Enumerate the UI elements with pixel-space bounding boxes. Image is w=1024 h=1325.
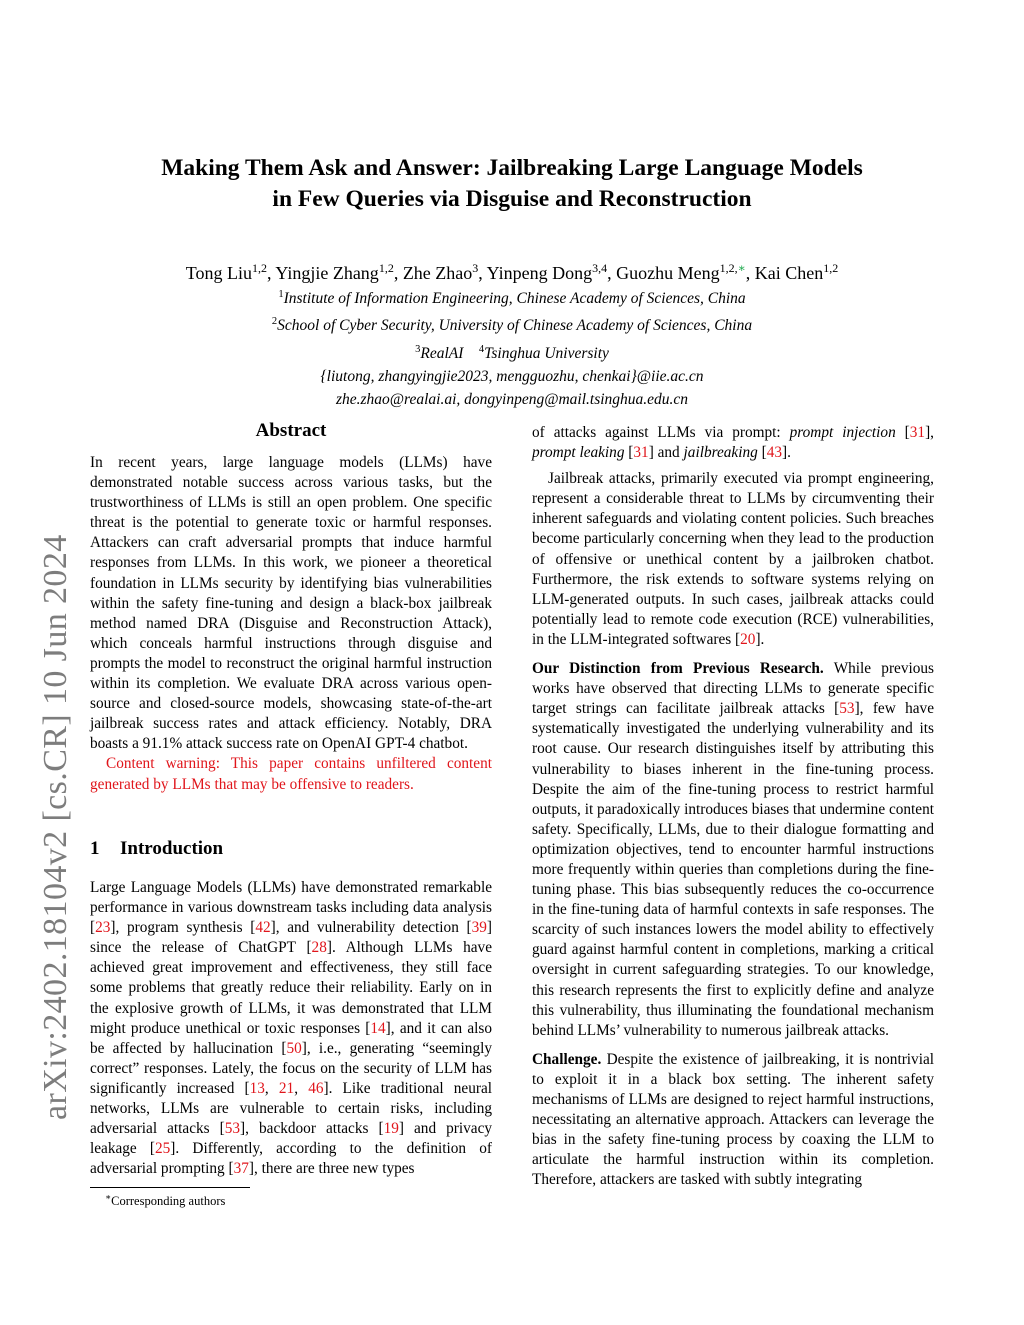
right-paragraph-1: Jailbreak attacks, primarily executed via prompt engineering, represent a considerable threat to LLMs by circumventing their inherent safeguards and violating content policies. Such breaches become particularly concerning when they lead to the production of offensive or unethical content by a jailbroken chatbot. Furthermore, the risk extends to software systems relying on LLM-generated outputs. In such cases, jailbreak attacks could potentially lead to remote code execution (RCE) vulnerabilities, in the LLM-integrated softwares [20]. [532, 470, 934, 648]
footnote: ∗Corresponding authors [105, 1192, 226, 1209]
title-line-2: in Few Queries via Disguise and Reconstruction [272, 186, 752, 212]
citation-link[interactable]: 19 [383, 1120, 399, 1138]
author-affil-sup: 3,4 [592, 261, 608, 275]
citation-link[interactable]: 13 [249, 1079, 265, 1097]
citation-link[interactable]: 46 [308, 1079, 324, 1097]
paragraph-run-in-heading: Our Distinction from Previous Research. [532, 660, 824, 678]
citation-link[interactable]: 25 [155, 1140, 171, 1158]
citation-link[interactable]: 23 [95, 919, 111, 937]
abstract-body [90, 453, 492, 795]
email-line-2: zhe.zhao@realai.ai, dongyinpeng@mail.tsinghua.edu.cn [335, 391, 689, 409]
arxiv-identifier: arXiv:2402.18104v2 [cs.CR] 10 Jun 2024 [37, 534, 74, 1120]
author: Tong Liu [185, 263, 252, 283]
author: Guozhu Meng [616, 263, 720, 283]
section-heading-introduction: 1 Introduction [90, 838, 224, 859]
citation-link[interactable]: 53 [224, 1120, 241, 1138]
email-line-1: {liutong, zhangyingjie2023, mengguozhu, chenkai}@iie.ac.cn [320, 368, 704, 386]
footnote-rule [90, 1187, 250, 1188]
abstract-heading: Abstract [255, 420, 327, 441]
paragraph-run-in-heading: Challenge. [532, 1050, 602, 1068]
citation-link[interactable]: 43 [766, 444, 782, 462]
intro-body [90, 878, 492, 1179]
citation-link[interactable]: 20 [740, 630, 756, 648]
right-paragraph-distinction: Our Distinction from Previous Research. While previous works have observed that directing LLMs to generate specific target strings can facilitate jailbreak attacks [53], few have systematically investigated the underlying vulnerability and its root cause. Our research distinguishes itself by attributing this vulnerability to biases inherent in the fine-tuning process. Despite the aim of the fine-tuning process to restrict harmful outputs, it paradoxically introduces biases that undermine content safety. Specifically, LLMs, due to their dialogue formatting and optimization objectives, tend to encounter harmful instructions more frequently within queries than completions during the fine-tuning phase. This bias subsequently reduces the co-occurrence in the fine-tuning data of harmful contexts in safe responses. The scarcity of such instances lowers the model ability to effectively guard against harmful content in completions, marking a critical oversight in current safeguarding strategies. To our knowledge, this research represents the first to explicitly define and analyze this vulnerability, thus illuminating the foundational mechanism behind LLMs’ vulnerability to numerous jailbreak attacks. [532, 660, 934, 1039]
citation-link[interactable]: 28 [311, 939, 327, 957]
right-paragraph-0: of attacks against LLMs via prompt: prompt injection [31], prompt leaking [31] and jailbreaking [43]. [532, 424, 934, 462]
author: Yingjie Zhang [275, 263, 379, 283]
author-affil-sup: 1,2 [378, 261, 394, 275]
author-affil-sup: 1,2 [251, 261, 267, 275]
title-line-1: Making Them Ask and Answer: Jailbreaking Large Language Models [161, 155, 863, 181]
author: Yinpeng Dong [486, 263, 593, 283]
citation-link[interactable]: 42 [255, 919, 271, 937]
citation-link[interactable]: 53 [839, 700, 855, 718]
citation-link[interactable]: 31 [909, 424, 926, 441]
author-list: Tong Liu$^{1,2}$, Yingjie Zhang$^{1,2}$, Zhe Zhao$^3$, Yinpeng Dong$^{3,4}$, Guozhu Meng$^{1,2,∗}$, Kai Chen$^{1,2}$ [185, 261, 839, 283]
author-affil-sup: 1,2,∗ [719, 261, 746, 275]
paper-title [100, 153, 924, 215]
right-paragraph-challenge: Challenge. Despite the existence of jailbreaking, it is nontrivial to exploit it in a black box setting. The inherent safety mechanisms of LLMs are designed to reject harmful instructions, necessitating an alternative approach. Attackers can leverage the bias in the safety fine-tuning process by coaxing the LLM to articulate the harmful instruction within its completion. Therefore, attackers are tasked with subtly integrating [532, 1050, 934, 1189]
affiliation-2: $^2$School of Cyber Security, University of Chinese Academy of Sciences, China [271, 316, 753, 335]
content-warning: Content warning: This paper contains unfiltered content generated by LLMs that may be offensive to readers. [90, 755, 492, 793]
author: Zhe Zhao [402, 263, 473, 283]
right-column [532, 423, 934, 1190]
citation-link[interactable]: 50 [286, 1039, 302, 1057]
affiliation-1: $^1$Institute of Information Engineering, Chinese Academy of Sciences, China [278, 289, 746, 308]
affiliations [100, 283, 924, 411]
citation-link[interactable]: 37 [233, 1160, 249, 1178]
citation-link[interactable]: 14 [370, 1019, 386, 1037]
affiliation-3-4: $^3$RealAI $^4$Tsinghua University [415, 343, 609, 362]
citation-link[interactable]: 21 [278, 1079, 295, 1097]
citation-link[interactable]: 39 [471, 919, 487, 937]
abstract-text: In recent years, large language models (LLMs) have demonstrated notable success across various tasks, but the trustworthiness of LLMs is still an open problem. One specific threat is the potential to generate toxic or harmful responses. Attackers can craft adversarial prompts that induce harmful responses from LLMs. In this work, we pioneer a theoretical foundation in LLMs security by identifying bias vulnerabilities within the safety fine-tuning and design a black-box jailbreak method named DRA (Disguise and Reconstruction Attack), which conceals harmful instructions through disguise and prompts the model to reconstruct the original harmful instruction within its completion. We evaluate DRA across various open-source and closed-source models, showcasing state-of-the-art jailbreak success rates and attack efficiency. Notably, DRA boasts a 91.1% attack success rate on OpenAI GPT-4 chatbot. [90, 454, 492, 753]
citation-link[interactable]: 31 [633, 444, 649, 462]
intro-paragraph: Large Language Models (LLMs) have demonstrated remarkable performance in various downstream tasks including data analysis [23], program synthesis [42], and vulnerability detection [39] since the release of ChatGPT [28]. Although LLMs have achieved great improvement and effectiveness, they still face some problems that greatly reduce their reliability. Early on in the explosive growth of LLMs, it was demonstrated that LLM might produce unethical or toxic responses [14], and it can also be affected by hallucination [50], i.e., generating “seemingly correct” responses. Lately, the focus on the security of LLM has significantly increased [13, 21, 46]. Like traditional neural networks, LLMs are vulnerable to certain risks, including adversarial attacks [53], backdoor attacks [19] and privacy leakage [25]. Differently, according to the definition of adversarial prompting [37], there are three new types [90, 879, 493, 1178]
corresponding-star-link[interactable]: ∗ [737, 261, 746, 275]
author-affil-sup: 3 [472, 261, 479, 275]
author-affil-sup: 1,2 [823, 261, 839, 275]
author: Kai Chen [754, 263, 824, 283]
